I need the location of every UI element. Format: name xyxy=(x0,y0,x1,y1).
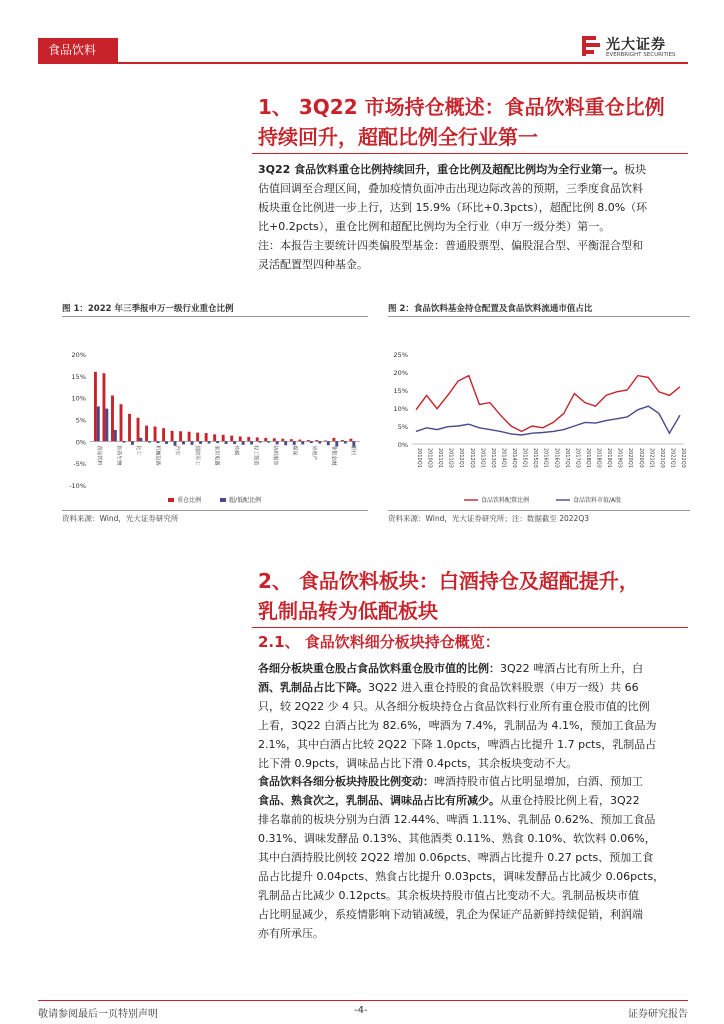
figure1-source: 资料来源：Wind，光大证券研究所 xyxy=(62,514,179,523)
logo-text-cn: 光大证券 xyxy=(606,37,666,53)
figure2-chart xyxy=(386,322,690,508)
bar-over-under xyxy=(318,441,321,443)
x-tick-label: 2012Q3 xyxy=(468,448,475,468)
bar-over-under xyxy=(182,441,185,444)
bar-heavy-ratio xyxy=(120,404,123,441)
footer-page-number: -4- xyxy=(354,1005,368,1016)
x-tick-label: 2021Q1 xyxy=(648,448,655,468)
bar-heavy-ratio xyxy=(273,438,276,441)
section2-p1-line: 比下滑 0.9pcts，调味品占比下滑 0.4pcts，其余板块变动不大。 xyxy=(258,757,578,770)
series-line-allocation xyxy=(416,376,680,432)
x-tick-label: 国防军工 xyxy=(193,445,200,466)
section1-line: 比+0.2pcts），重仓比例和超配比例均为全行业（申万一级分类）第一。 xyxy=(258,220,611,233)
y-tick-label: 20% xyxy=(393,369,408,377)
x-tick-label: 2019Q3 xyxy=(616,448,623,468)
legend-label-allocation: 食品饮料配置比例 xyxy=(481,497,530,504)
section1-line: 估值回调至合理区间，叠加疫情负面冲击出现边际改善的预期，三季度食品饮料 xyxy=(258,182,643,195)
section2-p1-line: 只，较 2Q22 少 4 只。从各细分板块持仓占食品饮料行业所有重仓股市值的比例 xyxy=(258,700,650,713)
bar-over-under xyxy=(267,441,270,442)
x-tick-label: 2017Q3 xyxy=(574,448,581,468)
x-tick-label: 银行 xyxy=(350,445,357,456)
x-tick-label: 2020Q3 xyxy=(637,448,644,468)
bar-heavy-ratio xyxy=(264,438,267,441)
x-tick-label: 房地产 xyxy=(311,445,318,461)
x-tick-label: 2012Q1 xyxy=(458,448,465,468)
x-tick-label: 食品饮料 xyxy=(96,445,102,466)
section2-p2-lead-2: 食品、熟食次之，乳制品、调味品占比有所减少。 xyxy=(258,794,500,807)
section2-title-line2 xyxy=(258,596,438,626)
bar-heavy-ratio xyxy=(196,433,199,442)
bar-over-under xyxy=(191,441,194,444)
bar-heavy-ratio xyxy=(281,439,284,442)
x-tick-label: 2021Q3 xyxy=(658,448,665,468)
x-tick-label: 2015Q1 xyxy=(521,448,528,468)
page-footer xyxy=(38,1000,688,1021)
bar-over-under xyxy=(105,409,108,442)
bar-over-under xyxy=(293,441,296,444)
series-line-market-cap xyxy=(416,406,680,435)
section1-title-rule xyxy=(252,153,688,154)
x-tick-label: 2011Q3 xyxy=(447,448,454,468)
bar-heavy-ratio xyxy=(103,373,106,441)
note-line: 灵活配置型四种基金。 xyxy=(258,258,368,271)
bar-over-under xyxy=(301,441,304,444)
x-tick-label: 2020Q1 xyxy=(627,448,634,468)
figure2-title: 图 2：食品饮料基金持仓配置及食品饮料流通市值占比 xyxy=(388,304,593,314)
bar-heavy-ratio xyxy=(324,440,327,441)
bar-heavy-ratio xyxy=(332,438,335,441)
section2-p2-line: 排名靠前的板块分别为白酒 12.44%、啤酒 1.11%、乳制品 0.62%、预加工食品 xyxy=(258,813,656,826)
bar-heavy-ratio xyxy=(230,436,233,442)
logo-text-en: EVERBRIGHT SECURITIES xyxy=(606,52,676,58)
x-tick-label: 煤炭 xyxy=(291,445,298,456)
bar-heavy-ratio xyxy=(154,426,157,441)
section1-line: 板块重仓比例进一步上行，达到 15.9%（环比+0.3pcts），超配比例 8.0%（环 xyxy=(258,201,648,214)
section2-p1-line: 上看，3Q22 白酒占比为 82.6%，啤酒为 7.4%，乳制品为 4.1%，预加工食品为 xyxy=(258,719,657,732)
section2-p2-line1-tail: 从重仓持股比例上看，3Q22 xyxy=(500,794,640,807)
bar-heavy-ratio xyxy=(188,432,191,442)
y-tick-label: 10% xyxy=(393,405,408,413)
figure1-title: 图 1：2022 年三季报申万一级行业重仓比例 xyxy=(62,304,234,314)
y-tick-label: -10% xyxy=(69,482,86,490)
x-tick-label: 医药生物 xyxy=(115,445,122,466)
x-tick-label: 2013Q3 xyxy=(489,448,496,468)
section2-p2-line: 占比明显减少，系疫情影响下动销减缓，乳企为保证产品新鲜持续促销，利润端 xyxy=(258,908,643,921)
y-tick-label: 5% xyxy=(75,416,86,425)
bar-over-under xyxy=(327,441,330,445)
x-tick-label: 化工 xyxy=(135,445,142,456)
y-tick-label: 15% xyxy=(71,372,86,381)
section2-p2-lead: 食品饮料各细分板块持股比例变动： xyxy=(258,775,434,788)
bar-over-under xyxy=(250,441,253,444)
legend-label-over: 超/低配比例 xyxy=(229,497,262,504)
y-tick-label: 0% xyxy=(75,438,86,447)
bar-heavy-ratio xyxy=(307,440,310,441)
y-tick-label: 15% xyxy=(393,387,408,395)
y-tick-label: 20% xyxy=(71,351,86,359)
bar-heavy-ratio xyxy=(256,437,259,441)
bar-over-under xyxy=(233,441,236,444)
bar-over-under xyxy=(259,441,262,442)
figure1-bottom-rule xyxy=(62,510,368,511)
bar-over-under xyxy=(97,406,100,441)
bar-over-under xyxy=(208,441,211,443)
bar-over-under xyxy=(225,441,228,444)
figure1-chart xyxy=(60,322,370,508)
bar-heavy-ratio xyxy=(162,428,165,441)
x-tick-label: 2018Q1 xyxy=(584,448,591,468)
x-tick-label: 2022Q1 xyxy=(669,448,676,468)
x-tick-label: 2010Q3 xyxy=(426,448,433,468)
bar-heavy-ratio xyxy=(205,433,208,441)
section2-p1-lead-tail: 3Q22 啤酒占比有所上升，白 xyxy=(500,662,644,675)
y-tick-label: 0% xyxy=(397,441,408,449)
figure2-top-rule xyxy=(388,316,690,317)
bar-heavy-ratio xyxy=(298,440,301,442)
section1-title-line2-text: 持续回升，超配比例全行业第一 xyxy=(258,125,538,149)
bar-over-under xyxy=(284,441,287,445)
x-tick-label: 2018Q3 xyxy=(595,448,602,468)
section1-title-line2 xyxy=(258,122,538,152)
section2-p2-line: 乳制品占比减少 0.12pcts。其余板块持股市值占比变动不大。乳制品板块市值 xyxy=(258,889,640,902)
legend-swatch-heavy xyxy=(168,498,174,502)
section1-lead: 3Q22 食品饮料重仓比例持续回升，重仓比例及超配比例均为全行业第一。 xyxy=(258,163,625,176)
x-tick-label: 2019Q1 xyxy=(606,448,613,468)
y-tick-label: -5% xyxy=(73,460,86,469)
bar-heavy-ratio xyxy=(290,439,293,441)
bar-over-under xyxy=(276,441,279,444)
bar-heavy-ratio xyxy=(341,440,344,441)
section1-title-line1: 1、 3Q22 市场持仓概述：食品饮料重仓比例 xyxy=(258,95,665,119)
y-tick-label: 5% xyxy=(397,423,408,431)
x-tick-label: 2010Q1 xyxy=(416,448,422,468)
bar-over-under xyxy=(148,441,151,442)
x-tick-label: 2014Q3 xyxy=(511,448,518,468)
bar-heavy-ratio xyxy=(239,437,242,442)
x-tick-label: 2015Q3 xyxy=(532,448,539,468)
section2-p1-line: 2.1%，其中白酒占比较 2Q22 下降 1.0pcts，啤酒占比提升 1.7 pcts，乳制品占 xyxy=(258,738,657,751)
x-tick-label: 机械设备 xyxy=(154,445,161,466)
bar-heavy-ratio xyxy=(349,439,352,442)
x-tick-label: 2011Q1 xyxy=(437,448,444,468)
bar-heavy-ratio xyxy=(94,372,97,441)
legend-label-heavy: 重仓比例 xyxy=(177,497,202,504)
brand-logo xyxy=(580,34,690,64)
bar-heavy-ratio xyxy=(179,431,182,441)
bar-heavy-ratio xyxy=(128,414,131,442)
x-tick-label: 2022Q3 xyxy=(680,448,686,468)
bar-heavy-ratio xyxy=(111,395,114,441)
section2-p1-lead-2: 酒、乳制品占比下降。 xyxy=(258,681,368,694)
bar-over-under xyxy=(216,441,219,443)
bar-over-under xyxy=(157,441,160,443)
bar-over-under xyxy=(139,438,142,441)
bar-heavy-ratio xyxy=(137,418,140,442)
legend-swatch-over xyxy=(220,498,226,502)
bar-over-under xyxy=(122,441,125,442)
section2-p2-line: 品占比提升 0.04pcts、熟食占比提升 0.03pcts，调味发酵品占比减少 0.06pcts， xyxy=(258,870,665,883)
figure2-source: 资料来源：Wind，光大证券研究所；注：数据截至 2022Q3 xyxy=(388,514,589,523)
x-tick-label: 汽车 xyxy=(174,445,181,456)
bar-over-under xyxy=(165,441,168,444)
x-tick-label: 2017Q1 xyxy=(563,448,570,468)
section2-p2-line: 亦有所承压。 xyxy=(258,927,324,940)
x-tick-label: 2016Q1 xyxy=(542,448,549,468)
bar-heavy-ratio xyxy=(145,426,148,442)
section2-p2-line: 0.31%、调味发酵品 0.13%、其他酒类 0.11%、熟食 0.10%、软饮料 0.06%， xyxy=(258,832,656,845)
figure2-bottom-rule xyxy=(388,510,690,511)
category-tag: 食品饮料 xyxy=(38,38,118,62)
section1-lead-tail: 板块 xyxy=(624,163,647,176)
x-tick-label: 传媒 xyxy=(232,445,239,456)
bar-over-under xyxy=(131,441,134,444)
figure1-top-rule xyxy=(62,316,368,317)
x-tick-label: 2014Q1 xyxy=(500,448,507,468)
bar-heavy-ratio xyxy=(213,434,216,441)
footer-disclaimer: 敬请参阅最后一页特别声明 xyxy=(38,1009,158,1020)
note-line: 注：本报告主要统计四类偏股型基金：普通股票型、偏股混合型、平衡混合型和 xyxy=(258,239,643,252)
logo-mark-icon xyxy=(580,34,602,58)
section2-subtitle: 2.1、 食品饮料细分板块持仓概览： xyxy=(258,633,500,651)
bar-over-under xyxy=(199,441,202,444)
x-tick-label: 非银金融 xyxy=(330,445,337,466)
section1-note xyxy=(258,236,690,274)
x-tick-label: 纺织服饰 xyxy=(272,445,278,466)
bar-over-under xyxy=(344,441,347,443)
bar-over-under xyxy=(242,441,245,444)
bar-heavy-ratio xyxy=(315,440,318,441)
section2-p2-lead-tail: 啤酒持股市值占比明显增加，白酒、预加工 xyxy=(434,775,643,788)
y-tick-label: 10% xyxy=(71,394,86,403)
x-tick-label: 轻工制造 xyxy=(252,445,259,466)
section1-paragraph xyxy=(258,160,690,236)
x-tick-label: 家用电器 xyxy=(213,445,220,466)
section2-title-line1: 2、 食品饮料板块：白酒持仓及超配提升， xyxy=(258,569,639,593)
x-tick-label: 2016Q3 xyxy=(553,448,560,468)
bar-heavy-ratio xyxy=(247,437,250,441)
section2-p1-lead: 各细分板块重仓股占食品饮料重仓股市值的比例： xyxy=(258,662,500,675)
section2-p1-mid: 3Q22 进入重仓持股的食品饮料股票（申万一级）共 66 xyxy=(368,681,639,694)
section2-p2-line: 其中白酒持股比例较 2Q22 增加 0.06pcts、啤酒占比提升 0.27 pcts、预加工食 xyxy=(258,851,654,864)
footer-report-type: 证券研究报告 xyxy=(628,1009,688,1020)
section2-paragraph1 xyxy=(258,659,690,773)
bar-over-under xyxy=(114,430,117,441)
section2-title-line2-text: 乳制品转为低配板块 xyxy=(258,599,438,623)
bar-heavy-ratio xyxy=(171,431,174,441)
bar-heavy-ratio xyxy=(222,435,225,442)
legend-label-market-cap: 食品饮料市值/A股 xyxy=(573,497,622,504)
x-tick-label: 2013Q1 xyxy=(479,448,486,468)
bar-over-under xyxy=(310,441,313,443)
section2-paragraph2 xyxy=(258,772,690,943)
y-tick-label: 25% xyxy=(393,351,408,359)
